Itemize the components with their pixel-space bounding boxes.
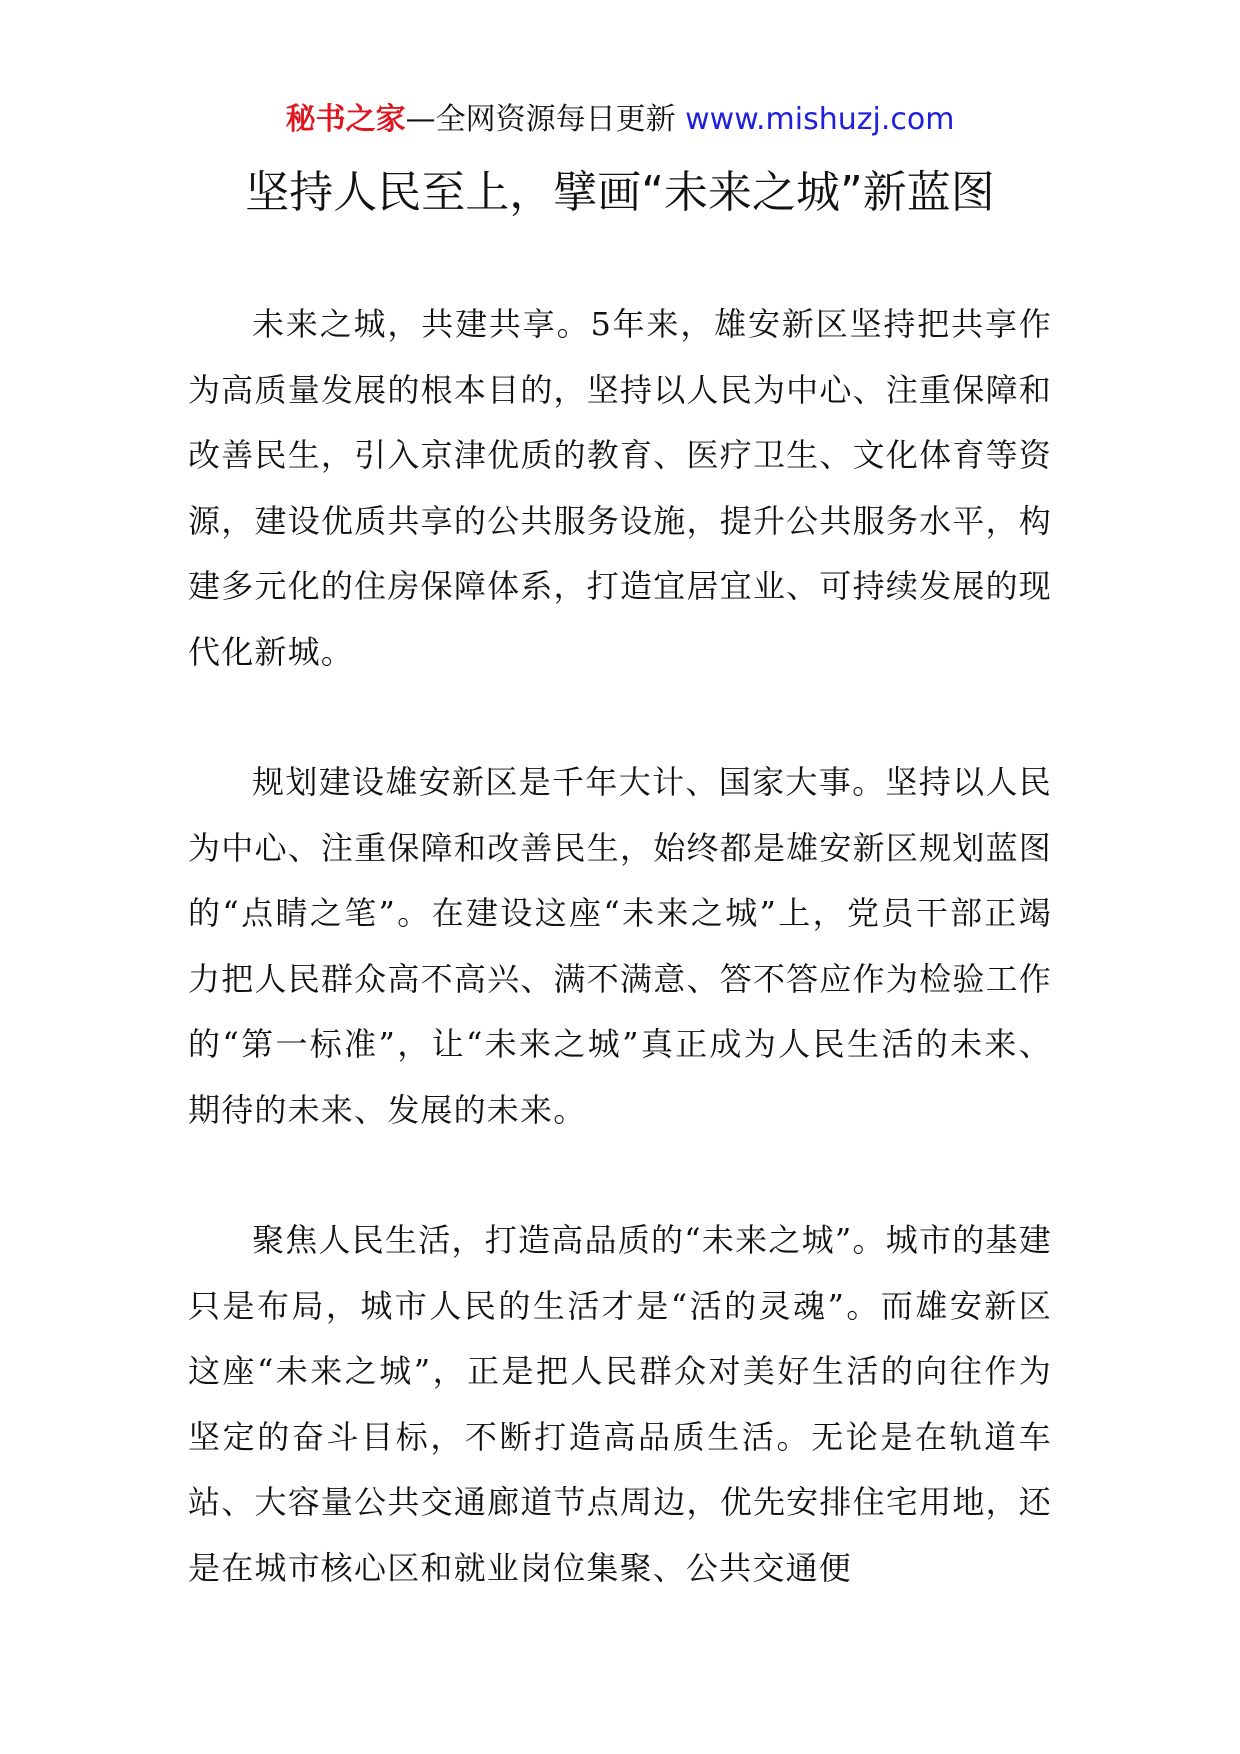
paragraph-2: 规划建设雄安新区是千年大计、国家大事。坚持以人民为中心、注重保障和改善民生，始终都是雄安新区规划蓝图的“点睛之笔”。在建设这座“未来之城”上，党员干部正竭力把人民群众高不高兴、满不满意、答不答应作为检验工作的“第一标准”，让“未来之城”真正成为人民生活的未来、期待的未来、发展的未来。	[188, 763, 1052, 1129]
paragraph-1: 未来之城，共建共享。5年来，雄安新区坚持把共享作为高质量发展的根本目的，坚持以人民为中心、注重保障和改善民生，引入京津优质的教育、医疗卫生、文化体育等资源，建设优质共享的公共服务设施，提升公共服务水平，构建多元化的住房保障体系，打造宜居宜业、可持续发展的现代化新城。	[188, 305, 1052, 671]
article-body	[188, 292, 1052, 1666]
document-title: 坚持人民至上，擘画“未来之城”新蓝图	[245, 167, 995, 218]
site-header	[0, 100, 1240, 140]
paragraph-3: 聚焦人民生活，打造高品质的“未来之城”。城市的基建只是布局，城市人民的生活才是“活的灵魂”。而雄安新区这座“未来之城”，正是把人民群众对美好生活的向往作为坚定的奋斗目标，不断打造高品质生活。无论是在轨道车站、大容量公共交通廊道节点周边，优先安排住宅用地，还是在城市核心区和就业岗位集聚、公共交通便	[188, 1221, 1052, 1587]
site-url-link[interactable]: www.mishuzj.com	[685, 102, 955, 137]
site-tagline: —全网资源每日更新	[405, 102, 686, 137]
brand-name: 秘书之家	[285, 102, 406, 137]
